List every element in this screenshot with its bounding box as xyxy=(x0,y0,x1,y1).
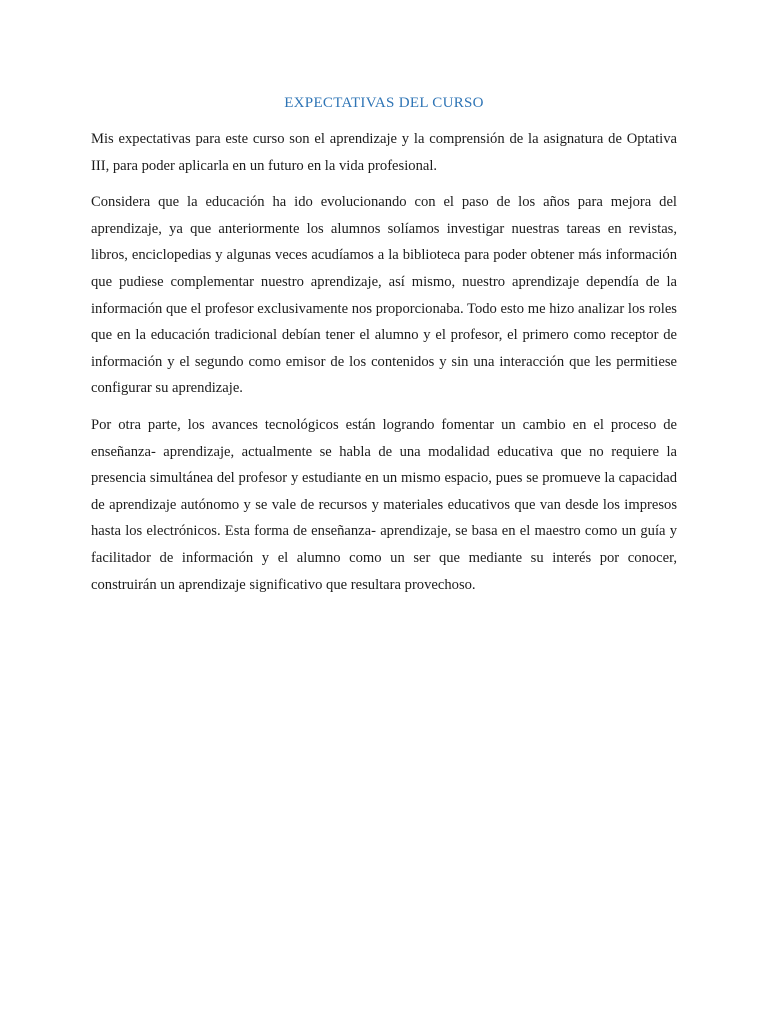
paragraph-traditional-education: Considera que la educación ha ido evolucionando con el paso de los años para mejora del aprendizaje, ya que anteriormente los alumnos solíamos investigar nuestras tareas en revistas, libros, enciclopedias y algunas veces acudíamos a la biblioteca para poder obtener más información que pudiese complementar nuestro aprendizaje, así mismo, nuestro aprendizaje dependía de la información que el profesor exclusivamente nos proporcionaba. Todo esto me hizo analizar los roles que en la educación tradicional debían tener el alumno y el profesor, el primero como receptor de información y el segundo como emisor de los contenidos y sin una interacción que les permitiese configurar su aprendizaje. xyxy=(91,194,677,397)
paragraph-technological-advances: Por otra parte, los avances tecnológicos están logrando fomentar un cambio en el proceso de enseñanza- aprendizaje, actualmente se habla de una modalidad educativa que no requiere la presencia simultánea del profesor y estudiante en un mismo espacio, pues se promueve la capacidad de aprendizaje autónomo y se vale de recursos y materiales educativos que van desde los impresos hasta los electrónicos. Esta forma de enseñanza- aprendizaje, se basa en el maestro como un guía y facilitador de información y el alumno como un ser que mediante su interés por conocer, construirán un aprendizaje significativo que resultara provechoso. xyxy=(91,416,677,593)
document-page xyxy=(91,94,677,608)
paragraph-expectations: Mis expectativas para este curso son el aprendizaje y la comprensión de la asignatura de Optativa III, para poder aplicarla en un futuro en la vida profesional. xyxy=(91,131,677,174)
document-title: EXPECTATIVAS DEL CURSO xyxy=(284,95,484,111)
